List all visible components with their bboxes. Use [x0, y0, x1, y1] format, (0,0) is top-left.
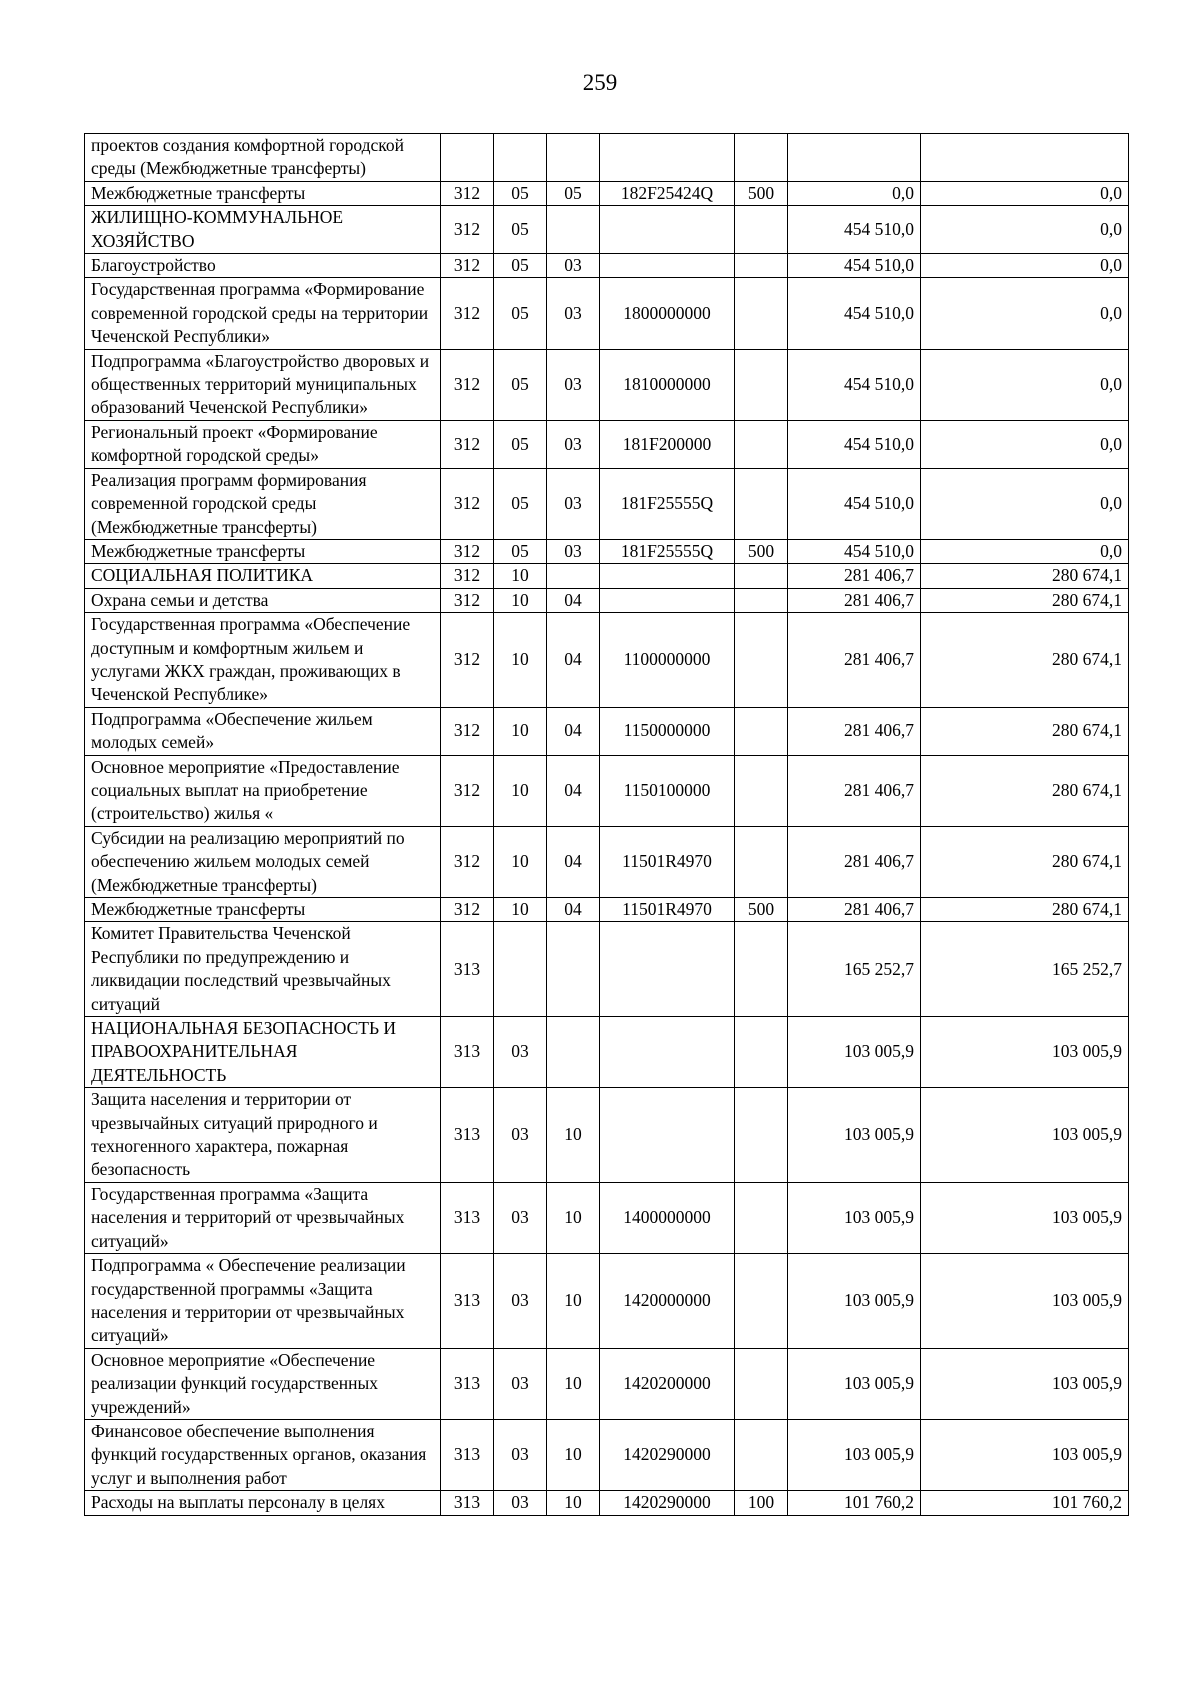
- row-sum2-cell: 280 674,1: [921, 613, 1129, 708]
- row-pr-cell: 10: [547, 1419, 600, 1490]
- row-rz-cell: 03: [494, 1491, 547, 1515]
- row-sum1-cell: 103 005,9: [788, 1419, 921, 1490]
- row-rz-cell: 05: [494, 254, 547, 278]
- table-row: [85, 254, 1129, 278]
- row-ved-cell: 313: [441, 1017, 494, 1088]
- row-vr-cell: [735, 349, 788, 420]
- row-name-cell: Основное мероприятие «Обеспечение реализации функций государственных учреждений»: [85, 1348, 441, 1419]
- row-rz-cell: 03: [494, 1017, 547, 1088]
- row-rz-cell: 10: [494, 826, 547, 897]
- row-csr-cell: 1420290000: [600, 1419, 735, 1490]
- row-sum1-cell: 281 406,7: [788, 707, 921, 755]
- row-csr-cell: 1420200000: [600, 1348, 735, 1419]
- row-pr-cell: 04: [547, 826, 600, 897]
- row-rz-cell: 03: [494, 1419, 547, 1490]
- row-name-cell: Межбюджетные трансферты: [85, 181, 441, 205]
- row-csr-cell: [600, 1088, 735, 1183]
- row-csr-cell: 181F25555Q: [600, 539, 735, 563]
- row-rz-cell: [494, 134, 547, 182]
- row-ved-cell: [441, 134, 494, 182]
- row-name-cell: Подпрограмма «Обеспечение жильем молодых семей»: [85, 707, 441, 755]
- row-sum2-cell: 103 005,9: [921, 1182, 1129, 1253]
- row-pr-cell: [547, 206, 600, 254]
- row-pr-cell: 03: [547, 420, 600, 468]
- row-vr-cell: [735, 278, 788, 349]
- table-row: [85, 755, 1129, 826]
- row-name-cell: Подпрограмма « Обеспечение реализации государственной программы «Защита населения и территории от чрезвычайных ситуаций»: [85, 1254, 441, 1349]
- row-csr-cell: 1150000000: [600, 707, 735, 755]
- row-sum2-cell: 280 674,1: [921, 588, 1129, 612]
- row-vr-cell: [735, 254, 788, 278]
- row-sum1-cell: 165 252,7: [788, 922, 921, 1017]
- row-sum1-cell: 454 510,0: [788, 468, 921, 539]
- row-name-cell: Государственная программа «Защита населения и территорий от чрезвычайных ситуаций»: [85, 1182, 441, 1253]
- row-sum1-cell: 281 406,7: [788, 826, 921, 897]
- row-ved-cell: 312: [441, 588, 494, 612]
- row-csr-cell: [600, 588, 735, 612]
- row-rz-cell: 03: [494, 1348, 547, 1419]
- row-sum1-cell: 281 406,7: [788, 564, 921, 588]
- row-rz-cell: 03: [494, 1088, 547, 1183]
- table-row: [85, 1419, 1129, 1490]
- row-sum1-cell: [788, 134, 921, 182]
- row-rz-cell: 05: [494, 278, 547, 349]
- row-vr-cell: [735, 1348, 788, 1419]
- row-sum2-cell: 103 005,9: [921, 1419, 1129, 1490]
- row-csr-cell: 1100000000: [600, 613, 735, 708]
- row-ved-cell: 312: [441, 420, 494, 468]
- row-csr-cell: 1800000000: [600, 278, 735, 349]
- row-sum1-cell: 454 510,0: [788, 420, 921, 468]
- row-rz-cell: 05: [494, 468, 547, 539]
- table-row: [85, 206, 1129, 254]
- row-pr-cell: [547, 134, 600, 182]
- row-rz-cell: 10: [494, 588, 547, 612]
- row-pr-cell: 04: [547, 588, 600, 612]
- table-row: [85, 1088, 1129, 1183]
- row-csr-cell: 1150100000: [600, 755, 735, 826]
- row-sum2-cell: 0,0: [921, 349, 1129, 420]
- row-csr-cell: 1810000000: [600, 349, 735, 420]
- table-row: [85, 1254, 1129, 1349]
- row-ved-cell: 312: [441, 254, 494, 278]
- row-name-cell: Субсидии на реализацию мероприятий по обеспечению жильем молодых семей (Межбюджетные трансферты): [85, 826, 441, 897]
- row-sum2-cell: 280 674,1: [921, 826, 1129, 897]
- row-vr-cell: [735, 1254, 788, 1349]
- row-csr-cell: [600, 254, 735, 278]
- table-row: [85, 468, 1129, 539]
- row-pr-cell: 03: [547, 278, 600, 349]
- row-rz-cell: 05: [494, 349, 547, 420]
- row-pr-cell: 05: [547, 181, 600, 205]
- row-ved-cell: 312: [441, 707, 494, 755]
- row-ved-cell: 312: [441, 349, 494, 420]
- row-ved-cell: 312: [441, 206, 494, 254]
- table-row: [85, 1348, 1129, 1419]
- row-name-cell: Межбюджетные трансферты: [85, 898, 441, 922]
- row-name-cell: Государственная программа «Обеспечение доступным и комфортным жильем и услугами ЖКХ граждан, проживающих в Чеченской Республике»: [85, 613, 441, 708]
- row-pr-cell: 04: [547, 707, 600, 755]
- table-row: [85, 588, 1129, 612]
- row-csr-cell: [600, 134, 735, 182]
- row-sum2-cell: 0,0: [921, 468, 1129, 539]
- row-pr-cell: 03: [547, 349, 600, 420]
- row-name-cell: Защита населения и территории от чрезвычайных ситуаций природного и техногенного характера, пожарная безопасность: [85, 1088, 441, 1183]
- row-sum2-cell: 0,0: [921, 206, 1129, 254]
- row-rz-cell: 10: [494, 564, 547, 588]
- row-ved-cell: 312: [441, 898, 494, 922]
- row-ved-cell: 313: [441, 1348, 494, 1419]
- row-vr-cell: [735, 1419, 788, 1490]
- row-sum1-cell: 103 005,9: [788, 1254, 921, 1349]
- row-rz-cell: 03: [494, 1254, 547, 1349]
- row-vr-cell: [735, 613, 788, 708]
- row-sum2-cell: 103 005,9: [921, 1254, 1129, 1349]
- row-csr-cell: [600, 922, 735, 1017]
- row-rz-cell: 03: [494, 1182, 547, 1253]
- row-sum1-cell: 281 406,7: [788, 898, 921, 922]
- row-sum2-cell: 0,0: [921, 181, 1129, 205]
- row-ved-cell: 313: [441, 1491, 494, 1515]
- row-name-cell: Региональный проект «Формирование комфортной городской среды»: [85, 420, 441, 468]
- row-pr-cell: 10: [547, 1088, 600, 1183]
- row-pr-cell: 04: [547, 613, 600, 708]
- row-sum2-cell: 165 252,7: [921, 922, 1129, 1017]
- row-rz-cell: 05: [494, 539, 547, 563]
- budget-table: [84, 133, 1129, 1516]
- table-row: [85, 898, 1129, 922]
- row-sum2-cell: 103 005,9: [921, 1348, 1129, 1419]
- row-sum1-cell: 0,0: [788, 181, 921, 205]
- row-pr-cell: 03: [547, 468, 600, 539]
- table-row: [85, 420, 1129, 468]
- row-pr-cell: [547, 564, 600, 588]
- row-vr-cell: [735, 1182, 788, 1253]
- row-csr-cell: 182F25424Q: [600, 181, 735, 205]
- table-row: [85, 564, 1129, 588]
- row-ved-cell: 313: [441, 1254, 494, 1349]
- row-name-cell: СОЦИАЛЬНАЯ ПОЛИТИКА: [85, 564, 441, 588]
- row-sum1-cell: 103 005,9: [788, 1348, 921, 1419]
- row-sum1-cell: 281 406,7: [788, 613, 921, 708]
- row-pr-cell: [547, 922, 600, 1017]
- table-row: [85, 922, 1129, 1017]
- row-vr-cell: 500: [735, 898, 788, 922]
- row-rz-cell: 10: [494, 898, 547, 922]
- table-row: [85, 613, 1129, 708]
- row-rz-cell: 05: [494, 206, 547, 254]
- table-row: [85, 707, 1129, 755]
- row-csr-cell: [600, 1017, 735, 1088]
- row-pr-cell: 10: [547, 1254, 600, 1349]
- row-sum1-cell: 454 510,0: [788, 539, 921, 563]
- row-sum2-cell: 280 674,1: [921, 898, 1129, 922]
- row-pr-cell: 04: [547, 755, 600, 826]
- row-sum1-cell: 281 406,7: [788, 588, 921, 612]
- table-row: [85, 349, 1129, 420]
- row-ved-cell: 312: [441, 755, 494, 826]
- row-csr-cell: [600, 206, 735, 254]
- row-name-cell: Финансовое обеспечение выполнения функций государственных органов, оказания услуг и выполнения работ: [85, 1419, 441, 1490]
- row-vr-cell: [735, 468, 788, 539]
- row-sum1-cell: 281 406,7: [788, 755, 921, 826]
- table-row: [85, 826, 1129, 897]
- row-sum2-cell: 0,0: [921, 420, 1129, 468]
- row-rz-cell: 10: [494, 707, 547, 755]
- row-sum1-cell: 101 760,2: [788, 1491, 921, 1515]
- row-name-cell: Благоустройство: [85, 254, 441, 278]
- table-row: [85, 278, 1129, 349]
- row-vr-cell: [735, 1017, 788, 1088]
- row-csr-cell: 1420290000: [600, 1491, 735, 1515]
- row-rz-cell: 05: [494, 181, 547, 205]
- table-row: [85, 134, 1129, 182]
- row-pr-cell: 10: [547, 1348, 600, 1419]
- row-ved-cell: 313: [441, 1088, 494, 1183]
- row-name-cell: Межбюджетные трансферты: [85, 539, 441, 563]
- row-name-cell: Расходы на выплаты персоналу в целях: [85, 1491, 441, 1515]
- row-name-cell: Комитет Правительства Чеченской Республики по предупреждению и ликвидации последствий чрезвычайных ситуаций: [85, 922, 441, 1017]
- row-sum2-cell: [921, 134, 1129, 182]
- row-sum1-cell: 454 510,0: [788, 349, 921, 420]
- row-vr-cell: [735, 420, 788, 468]
- table-body: [85, 134, 1129, 1516]
- table-row: [85, 1017, 1129, 1088]
- row-ved-cell: 312: [441, 468, 494, 539]
- row-name-cell: Подпрограмма «Благоустройство дворовых и общественных территорий муниципальных образований Чеченской Республики»: [85, 349, 441, 420]
- row-vr-cell: [735, 206, 788, 254]
- row-name-cell: Государственная программа «Формирование современной городской среды на территории Чеченской Республики»: [85, 278, 441, 349]
- row-ved-cell: 312: [441, 613, 494, 708]
- row-pr-cell: 04: [547, 898, 600, 922]
- row-name-cell: Охрана семьи и детства: [85, 588, 441, 612]
- row-rz-cell: 10: [494, 613, 547, 708]
- row-sum1-cell: 454 510,0: [788, 278, 921, 349]
- row-csr-cell: 11501R4970: [600, 826, 735, 897]
- row-sum2-cell: 0,0: [921, 278, 1129, 349]
- table-row: [85, 539, 1129, 563]
- row-vr-cell: [735, 922, 788, 1017]
- row-csr-cell: 1420000000: [600, 1254, 735, 1349]
- row-ved-cell: 312: [441, 539, 494, 563]
- row-csr-cell: 181F200000: [600, 420, 735, 468]
- row-sum2-cell: 0,0: [921, 539, 1129, 563]
- row-pr-cell: 10: [547, 1182, 600, 1253]
- row-csr-cell: 181F25555Q: [600, 468, 735, 539]
- row-vr-cell: 100: [735, 1491, 788, 1515]
- table-row: [85, 1491, 1129, 1515]
- row-pr-cell: 03: [547, 254, 600, 278]
- row-sum1-cell: 103 005,9: [788, 1182, 921, 1253]
- row-vr-cell: [735, 588, 788, 612]
- row-ved-cell: 312: [441, 278, 494, 349]
- page-number: 259: [582, 70, 618, 95]
- row-sum2-cell: 280 674,1: [921, 564, 1129, 588]
- row-ved-cell: 312: [441, 564, 494, 588]
- row-rz-cell: 10: [494, 755, 547, 826]
- row-sum2-cell: 280 674,1: [921, 707, 1129, 755]
- row-sum2-cell: 103 005,9: [921, 1017, 1129, 1088]
- row-sum2-cell: 0,0: [921, 254, 1129, 278]
- row-sum1-cell: 103 005,9: [788, 1017, 921, 1088]
- row-vr-cell: 500: [735, 181, 788, 205]
- row-vr-cell: [735, 755, 788, 826]
- row-vr-cell: 500: [735, 539, 788, 563]
- row-name-cell: ЖИЛИЩНО-КОММУНАЛЬНОЕ ХОЗЯЙСТВО: [85, 206, 441, 254]
- row-vr-cell: [735, 826, 788, 897]
- row-sum1-cell: 454 510,0: [788, 206, 921, 254]
- table-row: [85, 181, 1129, 205]
- row-csr-cell: 11501R4970: [600, 898, 735, 922]
- row-name-cell: Реализация программ формирования современной городской среды (Межбюджетные трансферты): [85, 468, 441, 539]
- row-sum1-cell: 103 005,9: [788, 1088, 921, 1183]
- row-pr-cell: [547, 1017, 600, 1088]
- row-ved-cell: 313: [441, 1419, 494, 1490]
- row-ved-cell: 312: [441, 826, 494, 897]
- row-rz-cell: [494, 922, 547, 1017]
- row-rz-cell: 05: [494, 420, 547, 468]
- row-sum2-cell: 103 005,9: [921, 1088, 1129, 1183]
- table-row: [85, 1182, 1129, 1253]
- row-name-cell: проектов создания комфортной городской среды (Межбюджетные трансферты): [85, 134, 441, 182]
- row-sum1-cell: 454 510,0: [788, 254, 921, 278]
- row-ved-cell: 313: [441, 1182, 494, 1253]
- row-vr-cell: [735, 1088, 788, 1183]
- row-ved-cell: 313: [441, 922, 494, 1017]
- row-pr-cell: 10: [547, 1491, 600, 1515]
- row-pr-cell: 03: [547, 539, 600, 563]
- row-vr-cell: [735, 707, 788, 755]
- row-sum2-cell: 101 760,2: [921, 1491, 1129, 1515]
- row-name-cell: Основное мероприятие «Предоставление социальных выплат на приобретение (строительство) жилья «: [85, 755, 441, 826]
- row-csr-cell: [600, 564, 735, 588]
- row-vr-cell: [735, 134, 788, 182]
- row-vr-cell: [735, 564, 788, 588]
- row-csr-cell: 1400000000: [600, 1182, 735, 1253]
- row-ved-cell: 312: [441, 181, 494, 205]
- row-sum2-cell: 280 674,1: [921, 755, 1129, 826]
- row-name-cell: НАЦИОНАЛЬНАЯ БЕЗОПАСНОСТЬ И ПРАВООХРАНИТЕЛЬНАЯ ДЕЯТЕЛЬНОСТЬ: [85, 1017, 441, 1088]
